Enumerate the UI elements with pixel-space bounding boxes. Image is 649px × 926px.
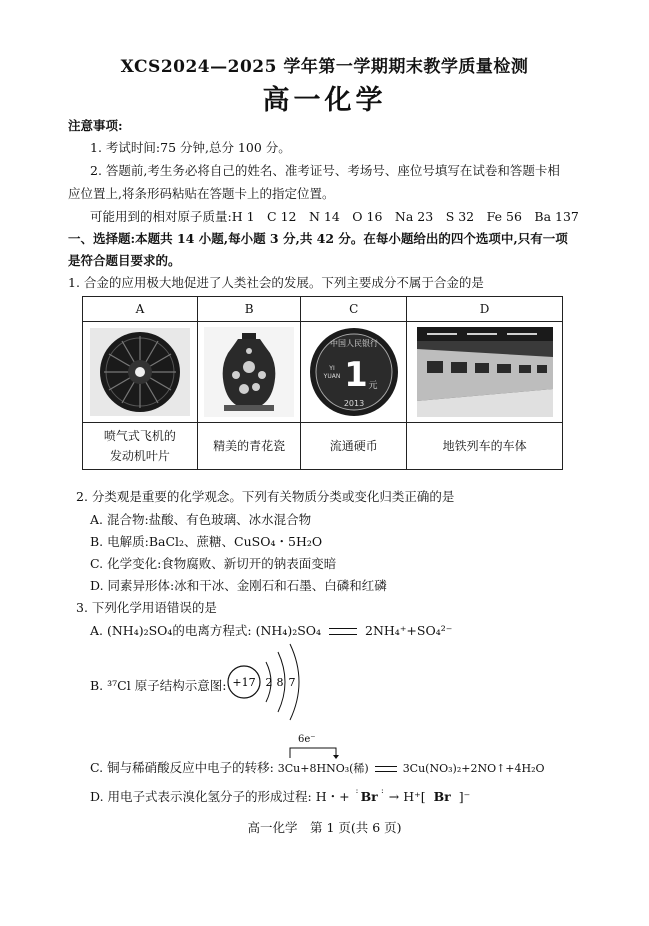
option-c-image-cell	[301, 322, 407, 423]
question-2-option-c: C. 化学变化:食物腐败、新切开的钠表面变暗	[90, 556, 337, 571]
coin-issuer-text: 中国人民银行	[329, 339, 378, 348]
q3-d-product-h: H⁺[	[403, 789, 426, 804]
option-b-image-cell	[197, 322, 301, 423]
q3-c-label: C. 铜与稀硝酸反应中电子的转移:	[90, 760, 274, 775]
notice-heading: 注意事项:	[68, 118, 123, 133]
coin-value-text: 1	[343, 355, 368, 395]
q3-c-left: 3Cu+8HNO₃(稀)	[277, 762, 369, 775]
shell-1-electrons: 2	[265, 676, 273, 689]
shell-3-electrons: 7	[288, 676, 296, 689]
atomic-masses: 可能用到的相对原子质量:H 1 C 12 N 14 O 16 Na 23 S 32 Fe 56 Ba 137	[90, 209, 579, 224]
page-footer: 高一化学 第 1 页(共 6 页)	[247, 820, 402, 835]
q3-b-label: B. ³⁷Cl 原子结构示意图:	[90, 678, 227, 693]
option-b-letter: B	[197, 297, 301, 322]
question-3-option-c	[90, 758, 545, 776]
q3-d-br-product	[430, 789, 455, 804]
coin-yuan-text: YUAN	[323, 373, 341, 380]
question-2-option-a: A. 混合物:盐酸、有色玻璃、冰水混合物	[90, 512, 312, 527]
question-2-stem: 2. 分类观是重要的化学观念。下列有关物质分类或变化归类正确的是	[76, 489, 455, 504]
chlorine-atom-structure-diagram	[222, 640, 312, 722]
option-a-image-cell	[83, 322, 198, 423]
subway-train-image	[417, 327, 553, 417]
q3-a-double-line	[329, 628, 357, 635]
option-a-caption	[83, 423, 198, 470]
electron-transfer-bracket	[286, 745, 346, 759]
option-c-caption: 流通硬币	[301, 423, 407, 470]
option-a-caption-line1: 喷气式飞机的	[103, 429, 176, 443]
q3-c-double-line	[375, 766, 397, 772]
option-b-caption: 精美的青花瓷	[197, 423, 301, 470]
q3-d-product-close: ]⁻	[458, 789, 471, 804]
subject-title: 高一化学	[262, 85, 387, 116]
question-3-stem: 3. 下列化学用语错误的是	[76, 600, 217, 615]
section-1-intro: 一、选择题:本题共 14 小题,每小题 3 分,共 42 分。在每小题给出的四个选项中,只有一项	[68, 231, 568, 246]
question-1-table	[82, 296, 563, 470]
coin-image	[308, 326, 400, 418]
coin-unit-text: 元	[368, 381, 378, 391]
option-a-letter: A	[83, 297, 198, 322]
question-3-option-d	[90, 787, 470, 805]
q3-c-electron-count: 6e⁻	[298, 734, 316, 745]
q3-d-br-product-symbol: Br	[433, 789, 451, 804]
question-1-stem: 1. 合金的应用极大地促进了人类社会的发展。下列主要成分不属于合金的是	[68, 275, 484, 290]
q3-d-br-reactant: : : Br	[355, 786, 384, 804]
option-d-image-cell	[407, 322, 563, 423]
shell-2-electrons: 8	[276, 676, 284, 689]
q3-c-right: 3Cu(NO₃)₂+2NO↑+4H₂O	[402, 762, 545, 775]
option-d-letter: D	[407, 297, 563, 322]
q3-a-label: A. (NH₄)₂SO₄的电离方程式:	[90, 623, 252, 638]
notice-item-2-line1: 2. 答题前,考生务必将自己的姓名、准考证号、考场号、座位号填写在试卷和答题卡相	[90, 163, 560, 178]
q3-d-arrow: →	[388, 789, 400, 804]
q3-a-left: (NH₄)₂SO₄	[255, 623, 322, 638]
option-d-caption: 地铁列车的车体	[407, 423, 563, 470]
blue-white-porcelain-image	[204, 327, 294, 417]
coin-year-text: 2013	[343, 399, 364, 408]
question-2-option-d: D. 同素异形体:冰和干冰、金刚石和石墨、白磷和红磷	[90, 578, 387, 593]
question-2-option-b: B. 电解质:BaCl₂、蔗糖、CuSO₄・5H₂O	[90, 534, 323, 549]
q3-a-right: 2NH₄⁺+SO₄²⁻	[365, 623, 453, 638]
exam-title: XCS2024—2025 学年第一学期期末教学质量检测	[120, 57, 529, 77]
jet-engine-blades-image	[90, 328, 190, 416]
nucleus-charge: +17	[232, 676, 256, 689]
notice-item-2-line2: 应位置上,将条形码粘贴在答题卡上的指定位置。	[68, 186, 335, 201]
coin-yi-text: YI	[329, 365, 335, 372]
option-a-caption-line2: 发动机叶片	[109, 449, 170, 463]
section-1-intro-line2: 是符合题目要求的。	[68, 253, 181, 268]
q3-d-h: H・+	[315, 789, 350, 804]
notice-item-1: 1. 考试时间:75 分钟,总分 100 分。	[90, 140, 291, 155]
question-3-option-a	[90, 621, 452, 639]
q3-d-br-symbol: Br	[360, 789, 378, 804]
option-c-letter: C	[301, 297, 407, 322]
q3-d-label: D. 用电子式表示溴化氢分子的形成过程:	[90, 789, 312, 804]
